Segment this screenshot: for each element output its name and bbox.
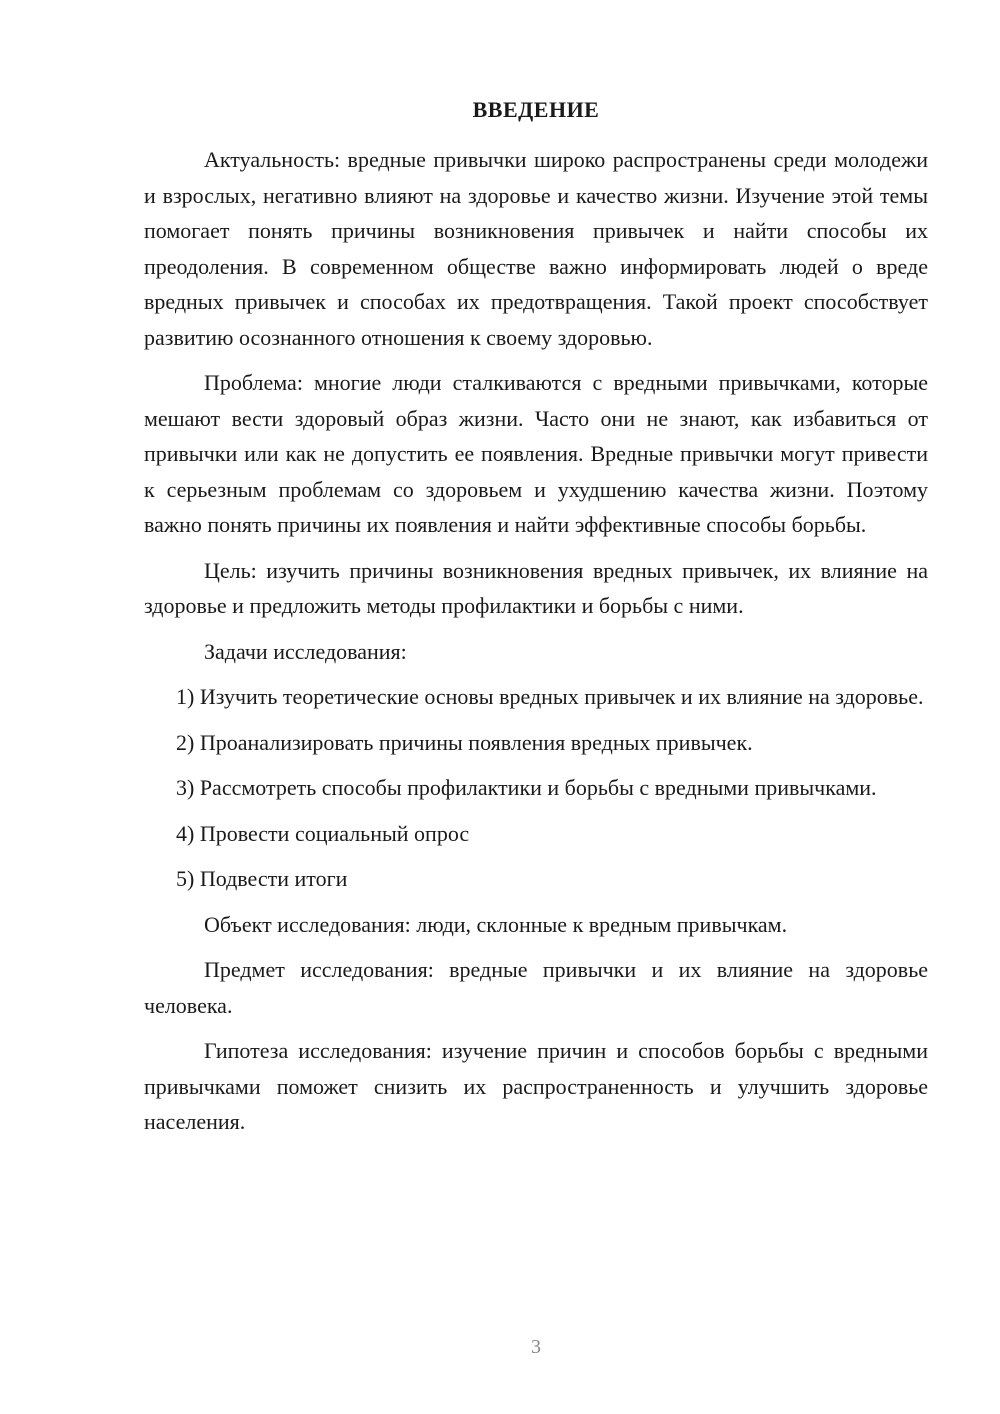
paragraph-hypothesis: Гипотеза исследования: изучение причин и способов борьбы с вредными привычками поможет снизить их распространенность и улучшить здоровье населения. bbox=[144, 1038, 928, 1134]
paragraph-relevance: Актуальность: вредные привычки широко распространены среди молодежи и взрослых, негативно влияют на здоровье и качество жизни. Изучение этой темы помогает понять причины возникновения привычек и найти способы их преодоления. В современном обществе важно информировать людей о вреде вредных привычек и способах их предотвращения. Такой проект способствует развитию осознанного отношения к своему здоровью. bbox=[144, 147, 928, 350]
document-body bbox=[144, 142, 928, 1140]
paragraph-problem: Проблема: многие люди сталкиваются с вредными привычками, которые мешают вести здоровый образ жизни. Часто они не знают, как избавиться от привычки или как не допустить ее появления. Вредные привычки могут привести к серьезным проблемам со здоровьем и ухудшению качества жизни. Поэтому важно понять причины их появления и найти эффективные способы борьбы. bbox=[144, 370, 928, 537]
task-item-4: 4) Провести социальный опрос bbox=[176, 820, 470, 846]
paragraph-goal: Цель: изучить причины возникновения вредных привычек, их влияние на здоровье и предложить методы профилактики и борьбы с ними. bbox=[144, 557, 928, 618]
task-item-1: 1) Изучить теоретические основы вредных привычек и их влияние на здоровье. bbox=[176, 684, 924, 709]
page-number: 3 bbox=[531, 1336, 541, 1358]
task-item-5: 5) Подвести итоги bbox=[176, 866, 348, 891]
task-item-3: 3) Рассмотреть способы профилактики и борьбы с вредными привычками. bbox=[176, 775, 877, 800]
paragraph-object: Объект исследования: люди, склонные к вредным привычкам. bbox=[204, 911, 788, 937]
task-item-2: 2) Проанализировать причины появления вредных привычек. bbox=[176, 729, 753, 755]
tasks-heading: Задачи исследования: bbox=[204, 638, 407, 664]
page-title: ВВЕДЕНИЕ bbox=[472, 97, 600, 122]
paragraph-subject: Предмет исследования: вредные привычки и их влияние на здоровье человека. bbox=[144, 957, 928, 1018]
